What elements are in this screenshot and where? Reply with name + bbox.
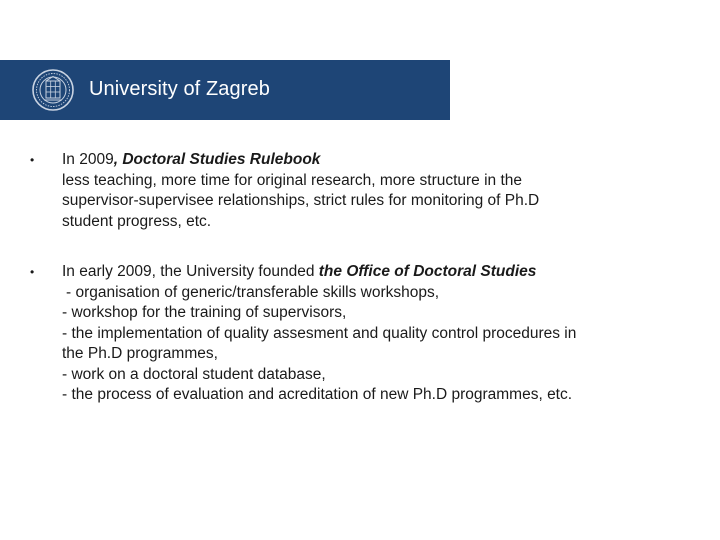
bullet-marker: •: [30, 265, 35, 279]
bullet-line: student progress, etc.: [62, 212, 212, 230]
bullet-lead: [62, 262, 690, 283]
bullet-line: the Ph.D programmes,: [62, 345, 218, 362]
slide-content: [30, 150, 690, 406]
bullet-marker: •: [30, 153, 35, 167]
bullet-lead-text: In early 2009, the University founded: [62, 263, 319, 280]
bullet-line: - work on a doctoral student database,: [62, 365, 326, 383]
bullet-line: - workshop for the training of supervisors,: [62, 304, 347, 321]
bullet-line: less teaching, more time for original research, more structure in the: [62, 171, 523, 189]
bullet-lead: [62, 150, 690, 171]
university-seal-icon: [32, 69, 74, 111]
bullet-line: supervisor-supervisee relationships, strict rules for monitoring of Ph.D: [62, 192, 540, 209]
university-name: University of Zagreb: [89, 78, 270, 100]
bullet-item-rulebook: [30, 150, 690, 232]
bullet-lead-emphasis: , Doctoral Studies Rulebook: [113, 151, 321, 168]
bullet-line: - the process of evaluation and acreditation of new Ph.D programmes, etc.: [62, 386, 573, 403]
header-bar: [0, 60, 450, 120]
bullet-lead-text: In 2009: [62, 151, 114, 168]
bullet-line: - the implementation of quality assesment and quality control procedures in: [62, 324, 577, 342]
bullet-item-office: [30, 262, 690, 406]
bullet-lead-emphasis: the Office of Doctoral Studies: [318, 263, 537, 280]
bullet-line: - organisation of generic/transferable skills workshops,: [66, 283, 440, 301]
